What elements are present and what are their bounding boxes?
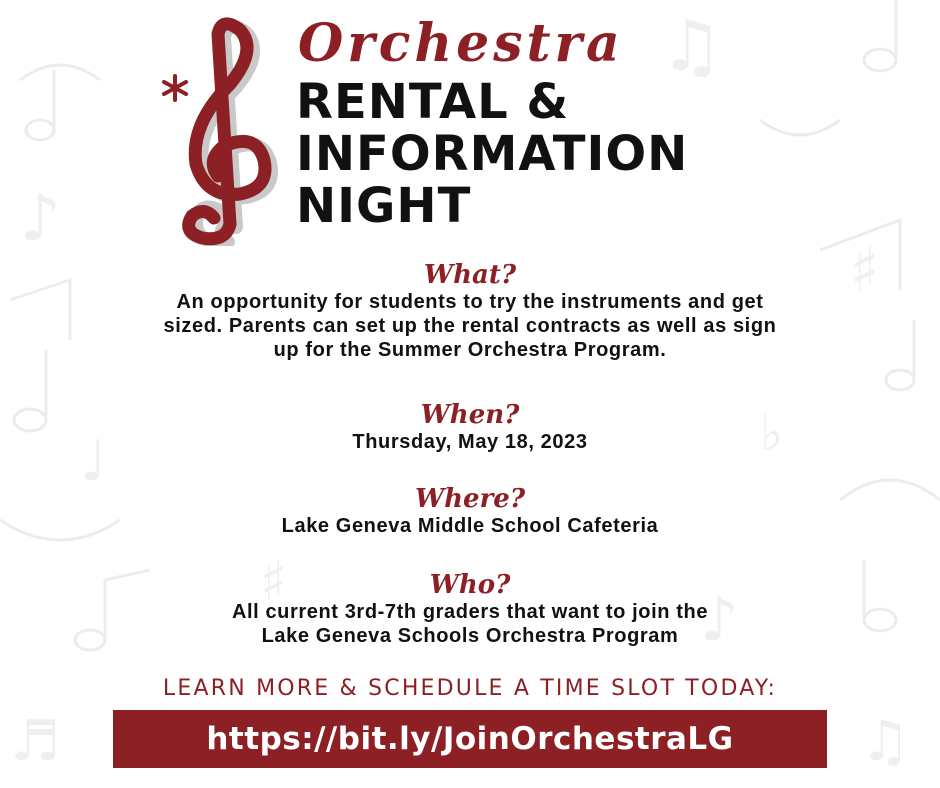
svg-text:♩: ♩ <box>80 429 107 494</box>
title-line-1: RENTAL & <box>296 74 570 130</box>
title-line-3: NIGHT <box>296 178 472 234</box>
svg-text:♬: ♬ <box>10 709 61 774</box>
section-heading: Who? <box>429 570 511 600</box>
section-who <box>40 570 900 648</box>
asterisk-icon <box>164 76 186 100</box>
signup-link-button[interactable] <box>113 710 827 768</box>
section-heading: What? <box>423 260 517 290</box>
treble-clef-icon <box>160 14 280 246</box>
section-line: All current 3rd-7th graders that want to join the <box>231 601 709 623</box>
title-line-2: INFORMATION <box>296 126 689 182</box>
svg-text:♫: ♫ <box>660 5 723 87</box>
svg-text:♪: ♪ <box>700 585 739 655</box>
signup-link-text[interactable]: https://bit.ly/JoinOrchestraLG <box>206 721 734 757</box>
section-heading: When? <box>420 400 520 430</box>
section-heading: Where? <box>414 484 526 514</box>
section-line: Lake Geneva Middle School Cafeteria <box>281 515 659 537</box>
script-title: Orchestra <box>298 13 624 74</box>
section-where <box>40 484 900 538</box>
svg-text:♭: ♭ <box>760 404 784 462</box>
svg-text:♯: ♯ <box>260 549 288 614</box>
section-line: Lake Geneva Schools Orchestra Program <box>261 625 679 647</box>
svg-text:♪: ♪ <box>20 182 61 256</box>
cta-label: LEARN MORE & SCHEDULE A TIME SLOT TODAY: <box>162 676 778 701</box>
svg-text:♫: ♫ <box>860 709 911 774</box>
section-line: sized. Parents can set up the rental contracts as well as sign <box>163 315 777 337</box>
section-line: An opportunity for students to try the instruments and get <box>176 291 764 313</box>
section-line: up for the Summer Orchestra Program. <box>273 339 667 361</box>
section-when <box>40 400 900 454</box>
svg-text:♯: ♯ <box>850 235 880 305</box>
section-line: Thursday, May 18, 2023 <box>352 431 588 453</box>
section-what <box>40 260 900 362</box>
